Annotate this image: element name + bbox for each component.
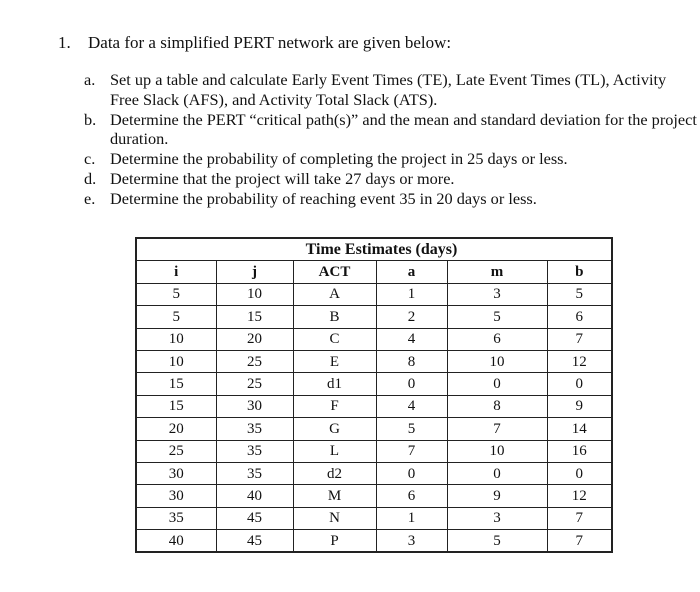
item-letter: b. [84,109,97,129]
table-cell: 0 [447,462,547,484]
table-cell: 9 [547,395,612,417]
table-cell: 0 [376,462,447,484]
item-text: Determine the PERT “critical path(s)” and the mean and standard deviation for the project duration. [110,109,697,149]
table-cell: 6 [447,328,547,350]
table-cell: 4 [376,328,447,350]
table-cell: 5 [376,418,447,440]
table-cell: 40 [216,485,293,507]
table-cell: d1 [293,373,376,395]
table-cell: 0 [447,373,547,395]
table-cell: N [293,507,376,529]
table-cell: 0 [376,373,447,395]
question-items [84,70,698,209]
table-cell: 40 [136,530,216,553]
table-row [136,418,612,440]
column-header: j [216,261,293,283]
item-letter: a. [84,70,96,89]
item-text: Determine the probability of reaching event 35 in 20 days or less. [110,188,537,208]
table-cell: d2 [293,462,376,484]
item-letter: c. [84,149,96,169]
table-header-row [136,261,612,283]
table-cell: 0 [547,373,612,395]
table-row [136,485,612,507]
table-cell: 1 [376,283,447,305]
table-cell: 5 [136,283,216,305]
question-item-a [84,70,698,110]
table-cell: M [293,485,376,507]
table-cell: 6 [376,485,447,507]
question-heading [58,33,451,53]
item-text: Determine that the project will take 27 days or more. [110,168,455,188]
item-text: Determine the probability of completing the project in 25 days or less. [110,149,568,169]
table-row [136,507,612,529]
table-blank-cell [547,238,612,261]
table-cell: 25 [216,350,293,372]
table-cell: 10 [447,350,547,372]
item-letter: d. [84,168,97,188]
table-cell: 30 [136,462,216,484]
table-cell: 5 [447,306,547,328]
table-row [136,440,612,462]
table-cell: A [293,283,376,305]
table-cell: 8 [376,350,447,372]
column-header: i [136,261,216,283]
table-cell: 15 [136,395,216,417]
table-cell: 35 [216,440,293,462]
table-cell: B [293,306,376,328]
column-header: b [547,261,612,283]
table-cell: 4 [376,395,447,417]
table-cell: 35 [216,462,293,484]
table-cell: 10 [447,440,547,462]
table-cell: P [293,530,376,553]
table-cell: 14 [547,418,612,440]
table-cell: 3 [447,283,547,305]
table-cell: G [293,418,376,440]
table-row [136,395,612,417]
table-cell: 15 [216,306,293,328]
table-cell: 2 [376,306,447,328]
table-cell: 10 [216,283,293,305]
table-row [136,328,612,350]
table-cell: 45 [216,530,293,553]
table-cell: 25 [216,373,293,395]
table-row [136,373,612,395]
question-text: Data for a simplified PERT network are given below: [88,33,452,52]
table-cell: 7 [547,328,612,350]
table-cell: 16 [547,440,612,462]
table-cell: 6 [547,306,612,328]
table-row [136,306,612,328]
table-cell: 12 [547,350,612,372]
table-row [136,283,612,305]
column-header: m [447,261,547,283]
table-cell: 1 [376,507,447,529]
table-cell: F [293,395,376,417]
table-cell: 3 [447,507,547,529]
table-cell: 5 [547,283,612,305]
table-cell: 20 [136,418,216,440]
table-cell: 25 [136,440,216,462]
table-cell: 35 [216,418,293,440]
table-cell: 7 [547,530,612,553]
pert-data-table [135,237,613,553]
table-cell: 35 [136,507,216,529]
question-item-e [84,189,698,209]
table-cell: 20 [216,328,293,350]
column-header: ACT [293,261,376,283]
table-cell: 7 [376,440,447,462]
table-cell: C [293,328,376,350]
item-letter: e. [84,188,96,208]
table-cell: 9 [447,485,547,507]
table-row [136,462,612,484]
item-text: Set up a table and calculate Early Event Times (TE), Late Event Times (TL), Activity Free Slack (AFS), and Activity Total Slack (ATS). [110,70,667,109]
table-blank-cell [136,238,216,261]
table-cell: 30 [136,485,216,507]
question-number: 1. [58,33,71,52]
table-title-row [136,238,612,261]
table-title: Time Estimates (days) [216,238,547,261]
column-header: a [376,261,447,283]
table-row [136,350,612,372]
table-cell: 30 [216,395,293,417]
table-cell: 0 [547,462,612,484]
table-cell: 15 [136,373,216,395]
table-cell: 12 [547,485,612,507]
table-cell: 5 [136,306,216,328]
table-cell: 10 [136,328,216,350]
table-cell: 3 [376,530,447,553]
table-row [136,530,612,553]
question-item-b [84,110,698,150]
table-cell: 10 [136,350,216,372]
table-cell: 7 [447,418,547,440]
table-cell: 5 [447,530,547,553]
table-cell: L [293,440,376,462]
table-cell: 7 [547,507,612,529]
question-item-c [84,149,698,169]
question-item-d [84,169,698,189]
table-cell: E [293,350,376,372]
table-cell: 45 [216,507,293,529]
table-cell: 8 [447,395,547,417]
